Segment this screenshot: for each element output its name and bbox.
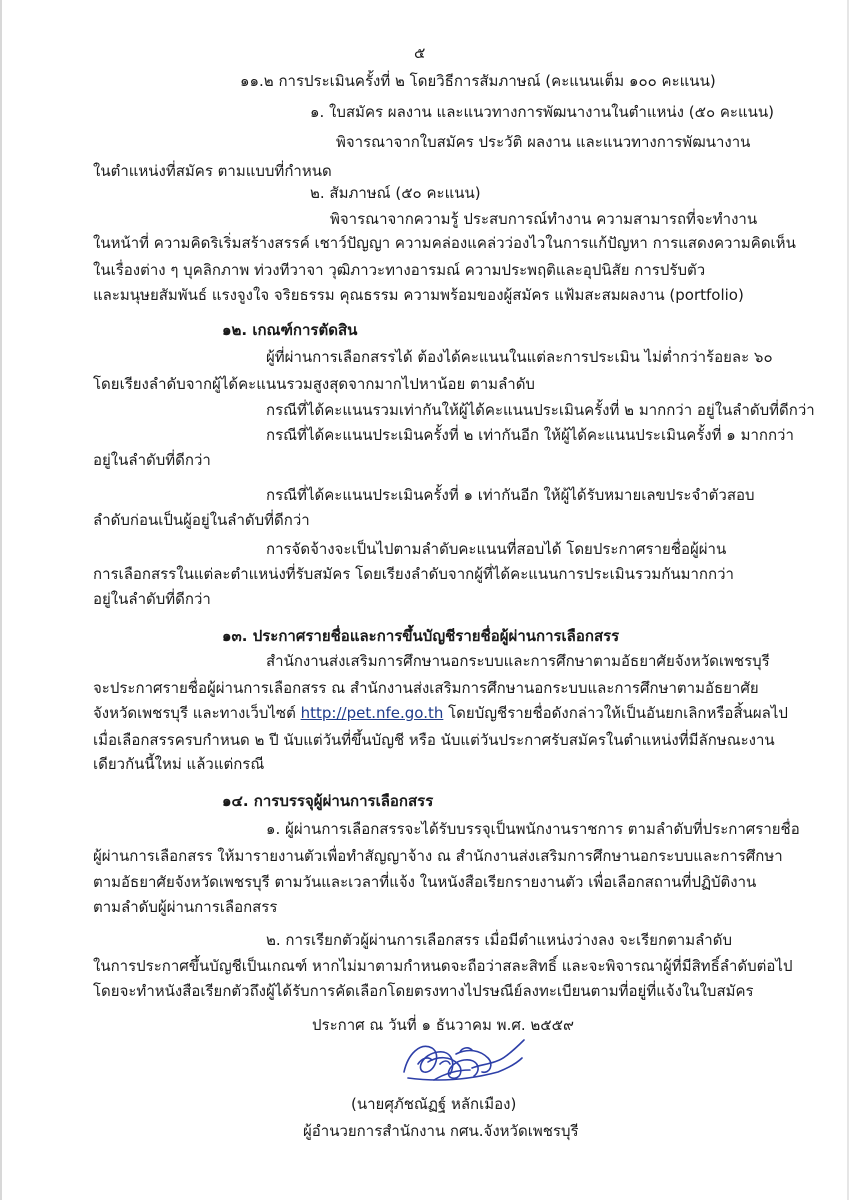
s12-line: การจัดจ้างจะเป็นไปตามลำดับคะแนนที่สอบได้ โดยประกาศรายชื่อผู้ผ่าน (266, 540, 727, 558)
s12-line: อยู่ในลำดับที่ดีกว่า (93, 590, 211, 608)
s12-line: อยู่ในลำดับที่ดีกว่า (93, 451, 211, 469)
s11-2-item2-heading: ๒. สัมภาษณ์ (๕๐ คะแนน) (310, 184, 481, 202)
s11-2-item2-line: พิจารณาจากความรู้ ประสบการณ์ทำงาน ความสามารถที่จะทำงาน (330, 210, 758, 228)
s12-line: ลำดับก่อนเป็นผู้อยู่ในลำดับที่ดีกว่า (93, 511, 310, 529)
s11-2-item1-heading: ๑. ใบสมัคร ผลงาน และแนวทางการพัฒนางานในตำแหน่ง (๕๐ คะแนน) (310, 103, 775, 121)
s12-line: กรณีที่ได้คะแนนประเมินครั้งที่ ๒ เท่ากันอีก ให้ผู้ได้คะแนนประเมินครั้งที่ ๑ มากกว่า (266, 426, 794, 444)
s13-line: สำนักงานส่งเสริมการศึกษานอกระบบและการศึกษาตามอัธยาศัยจังหวัดเพชรบุรี (266, 652, 770, 670)
website-link[interactable]: http://pet.nfe.go.th (300, 704, 444, 722)
s11-2-item1-line: พิจารณาจากใบสมัคร ประวัติ ผลงาน และแนวทางการพัฒนางาน (336, 133, 751, 151)
s13-line3-pre: จังหวัดเพชรบุรี และทางเว็บไซต์ (93, 704, 301, 722)
s12-heading: ๑๒. เกณฑ์การตัดสิน (222, 321, 358, 339)
scan-edge-left (0, 0, 2, 1200)
s14-line: ในการประกาศขึ้นบัญชีเป็นเกณฑ์ หากไม่มาตามกำหนดจะถือว่าสละสิทธิ์ และจะพิจารณาผู้ที่มีสิทธิ์ลำดับต่อไป (93, 957, 793, 975)
s14-line: โดยจะทำหนังสือเรียกตัวถึงผู้ได้รับการคัดเลือกโดยตรงทางไปรษณีย์ลงทะเบียนตามที่อยู่ที่แจ้งในใบสมัคร (93, 982, 754, 1000)
s13-line-with-link (93, 702, 788, 724)
s11-2-item2-line: ในเรื่องต่าง ๆ บุคลิกภาพ ท่วงทีวาจา วุฒิภาวะทางอารมณ์ ความประพฤติและอุปนิสัย การปรับตัว (93, 261, 706, 279)
s12-line: ผู้ที่ผ่านการเลือกสรรได้ ต้องได้คะแนนในแต่ละการประเมิน ไม่ต่ำกว่าร้อยละ ๖๐ (266, 348, 773, 366)
s11-2-heading: ๑๑.๒ การประเมินครั้งที่ ๒ โดยวิธีการสัมภาษณ์ (คะแนนเต็ม ๑๐๐ คะแนน) (240, 72, 716, 90)
announcement-date: ประกาศ ณ วันที่ ๑ ธันวาคม พ.ศ. ๒๕๕๙ (312, 1016, 574, 1034)
signature-image (398, 1034, 528, 1086)
s14-heading: ๑๔. การบรรจุผู้ผ่านการเลือกสรร (222, 792, 434, 810)
page-number: ๕ (414, 44, 426, 62)
signer-title: ผู้อำนวยการสำนักงาน กศน.จังหวัดเพชรบุรี (303, 1122, 579, 1140)
s14-line: ๒. การเรียกตัวผู้ผ่านการเลือกสรร เมื่อมีตำแหน่งว่างลง จะเรียกตามลำดับ (266, 931, 732, 949)
s12-line: การเลือกสรรในแต่ละตำแหน่งที่รับสมัคร โดยเรียงลำดับจากผู้ที่ได้คะแนนการประเมินรวมกันมากกว่า (93, 565, 734, 583)
s11-2-item2-line: และมนุษยสัมพันธ์ แรงจูงใจ จริยธรรม คุณธรรม ความพร้อมของผู้สมัคร แฟ้มสะสมผลงาน (portfolio) (93, 286, 744, 304)
s14-line: ตามอัธยาศัยจังหวัดเพชรบุรี ตามวันและเวลาที่แจ้ง ในหนังสือเรียกรายงานตัว เพื่อเลือกสถานที่ปฏิบัติงาน (93, 873, 757, 891)
signature-stroke (472, 1040, 524, 1068)
s11-2-item2-line: ในหน้าที่ ความคิดริเริ่มสร้างสรรค์ เชาว์ปัญญา ความคล่องแคล่วว่องไวในการแก้ปัญหา การแสดงความคิดเห็น (93, 234, 796, 252)
s13-heading: ๑๓. ประกาศรายชื่อและการขึ้นบัญชีรายชื่อผู้ผ่านการเลือกสรร (222, 627, 620, 645)
s11-2-item1-line: ในตำแหน่งที่สมัคร ตามแบบที่กำหนด (93, 162, 332, 180)
signature-stroke (408, 1058, 522, 1080)
s13-line: เมื่อเลือกสรรครบกำหนด ๒ ปี นับแต่วันที่ขึ้นบัญชี หรือ นับแต่วันประกาศรับสมัครในตำแหน่งที่มีลักษณะงาน (93, 731, 775, 749)
s12-line: กรณีที่ได้คะแนนรวมเท่ากันให้ผู้ได้คะแนนประเมินครั้งที่ ๒ มากกว่า อยู่ในลำดับที่ดีกว่า (266, 401, 815, 419)
s14-line: ผู้ผ่านการเลือกสรร ให้มารายงานตัวเพื่อทำสัญญาจ้าง ณ สำนักงานส่งเสริมการศึกษานอกระบบและการศึกษา (93, 847, 783, 865)
s14-line: ๑. ผู้ผ่านการเลือกสรรจะได้รับบรรจุเป็นพนักงานราชการ ตามลำดับที่ประกาศรายชื่อ (266, 820, 800, 838)
s13-line: เดียวกันนี้ใหม่ แล้วแต่กรณี (93, 755, 265, 773)
s12-line: กรณีที่ได้คะแนนประเมินครั้งที่ ๑ เท่ากันอีก ให้ผู้ได้รับหมายเลขประจำตัวสอบ (266, 486, 755, 504)
s14-line: ตามลำดับผู้ผ่านการเลือกสรร (93, 898, 278, 916)
signer-name: (นายศุภัชณัฏฐ์ หลักเมือง) (351, 1095, 517, 1113)
s13-line3-post: โดยบัญชีรายชื่อดังกล่าวให้เป็นอันยกเลิกหรือสิ้นผลไป (443, 704, 788, 722)
s12-line: โดยเรียงลำดับจากผู้ได้คะแนนรวมสูงสุดจากมากไปหาน้อย ตามลำดับ (93, 375, 535, 393)
s13-line: จะประกาศรายชื่อผู้ผ่านการเลือกสรร ณ สำนักงานส่งเสริมการศึกษานอกระบบและการศึกษาตามอัธยาศัย (93, 679, 759, 697)
